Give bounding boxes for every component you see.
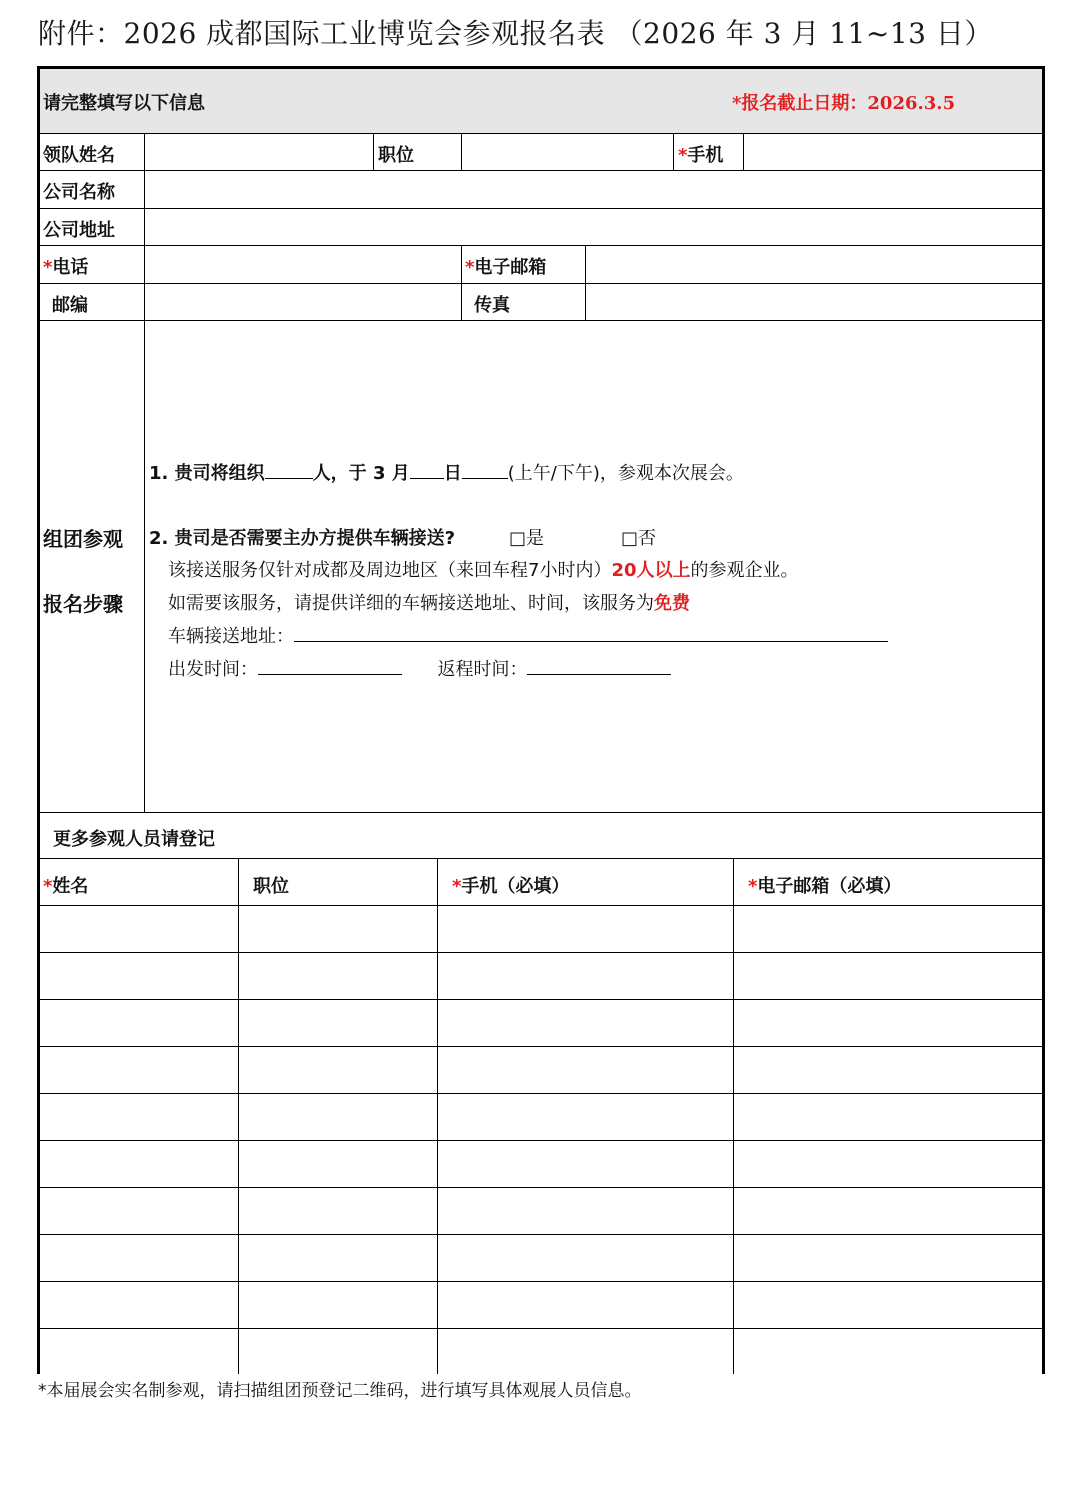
attendee-cell[interactable] bbox=[734, 1047, 1041, 1092]
fax-field[interactable] bbox=[587, 285, 1040, 319]
checkbox-no[interactable]: □否 bbox=[621, 528, 657, 549]
leader-name-field[interactable] bbox=[145, 135, 371, 169]
headcount-blank[interactable] bbox=[265, 460, 313, 479]
attendee-cell[interactable] bbox=[41, 953, 237, 998]
attendee-cell[interactable] bbox=[239, 1235, 436, 1280]
instruction-text: 请完整填写以下信息 bbox=[43, 93, 205, 114]
col-mobile-header: *手机（必填） bbox=[452, 876, 570, 897]
return-time-blank[interactable] bbox=[527, 656, 671, 675]
leader-position-field[interactable] bbox=[463, 135, 671, 169]
attendee-cell[interactable] bbox=[734, 1188, 1041, 1233]
attendee-cell[interactable] bbox=[239, 953, 436, 998]
attendee-cell[interactable] bbox=[438, 906, 732, 951]
col-email-header: *电子邮箱（必填） bbox=[748, 876, 902, 897]
attendee-cell[interactable] bbox=[438, 1329, 732, 1374]
leader-position-label: 职位 bbox=[378, 145, 414, 166]
attendee-cell[interactable] bbox=[438, 1282, 732, 1327]
attendee-cell[interactable] bbox=[438, 1188, 732, 1233]
attendee-cell[interactable] bbox=[438, 1000, 732, 1045]
footer-note: *本届展会实名制参观，请扫描组团预登记二维码，进行填写具体观展人员信息。 bbox=[38, 1381, 642, 1401]
attendee-cell[interactable] bbox=[41, 906, 237, 951]
pickup-address-row: 车辆接送地址： bbox=[168, 622, 888, 648]
attendee-cell[interactable] bbox=[438, 1094, 732, 1139]
attendee-cell[interactable] bbox=[734, 906, 1041, 951]
group-label-line2: 报名步骤 bbox=[43, 592, 123, 616]
ampm-blank[interactable] bbox=[462, 460, 508, 479]
page-title: 附件：2026 成都国际工业博览会参观报名表 （2026 年 3 月 11~13 日） bbox=[38, 17, 993, 50]
attendee-cell[interactable] bbox=[734, 1141, 1041, 1186]
zip-label: 邮编 bbox=[52, 295, 88, 316]
attendee-cell[interactable] bbox=[438, 953, 732, 998]
leader-mobile-field[interactable] bbox=[745, 135, 1040, 169]
email-field[interactable] bbox=[587, 247, 1040, 281]
attendee-cell[interactable] bbox=[41, 1000, 237, 1045]
shuttle-note-1: 该接送服务仅针对成都及周边地区（来回车程7小时内）20人以上的参观企业。 bbox=[168, 560, 799, 581]
company-name-field[interactable] bbox=[145, 172, 1040, 206]
attendee-cell[interactable] bbox=[734, 1000, 1041, 1045]
group-label-line1: 组团参观 bbox=[43, 527, 123, 551]
col-position-header: 职位 bbox=[253, 876, 289, 897]
attendee-cell[interactable] bbox=[41, 1141, 237, 1186]
leader-name-label: 领队姓名 bbox=[43, 145, 115, 166]
leader-mobile-label: *手机 bbox=[678, 145, 724, 166]
attendee-cell[interactable] bbox=[239, 1047, 436, 1092]
zip-field[interactable] bbox=[145, 285, 459, 319]
attendee-cell[interactable] bbox=[41, 1282, 237, 1327]
shuttle-note-2: 如需要该服务，请提供详细的车辆接送地址、时间，该服务为免费 bbox=[168, 593, 690, 614]
attendee-cell[interactable] bbox=[41, 1188, 237, 1233]
company-address-field[interactable] bbox=[145, 210, 1040, 244]
time-row: 出发时间： 返程时间： bbox=[168, 655, 671, 681]
attendee-cell[interactable] bbox=[239, 1094, 436, 1139]
company-address-label: 公司地址 bbox=[43, 220, 115, 241]
checkbox-yes[interactable]: □是 bbox=[509, 528, 545, 549]
email-label: *电子邮箱 bbox=[465, 257, 547, 278]
attendee-cell[interactable] bbox=[438, 1141, 732, 1186]
col-name-header: *姓名 bbox=[43, 876, 89, 897]
attendee-cell[interactable] bbox=[734, 1235, 1041, 1280]
required-mark: * bbox=[678, 145, 688, 166]
more-attendees-title: 更多参观人员请登记 bbox=[53, 829, 215, 850]
attendee-cell[interactable] bbox=[734, 953, 1041, 998]
group-question-1: 1. 贵司将组织 人，于 3 月 日 (上午/下午)，参观本次展会。 bbox=[149, 459, 744, 485]
pickup-address-blank[interactable] bbox=[294, 623, 888, 642]
registration-form bbox=[37, 66, 1045, 1374]
attendee-cell[interactable] bbox=[438, 1235, 732, 1280]
phone-field[interactable] bbox=[145, 247, 459, 281]
attendee-cell[interactable] bbox=[239, 1000, 436, 1045]
attendee-cell[interactable] bbox=[734, 1094, 1041, 1139]
company-name-label: 公司名称 bbox=[43, 182, 115, 203]
group-question-2: 2. 贵司是否需要主办方提供车辆接送? bbox=[149, 528, 456, 549]
attendee-cell[interactable] bbox=[239, 1141, 436, 1186]
attendee-cell[interactable] bbox=[239, 1188, 436, 1233]
attendee-cell[interactable] bbox=[239, 1329, 436, 1374]
phone-label: *电话 bbox=[43, 257, 89, 278]
attendee-cell[interactable] bbox=[41, 1047, 237, 1092]
fax-label: 传真 bbox=[474, 295, 510, 316]
attendee-cell[interactable] bbox=[41, 1329, 237, 1374]
attendee-cell[interactable] bbox=[734, 1282, 1041, 1327]
deadline-text: *报名截止日期：2026.3.5 bbox=[732, 93, 956, 114]
attendee-cell[interactable] bbox=[239, 1282, 436, 1327]
attendee-cell[interactable] bbox=[438, 1047, 732, 1092]
attendee-cell[interactable] bbox=[239, 906, 436, 951]
attendee-cell[interactable] bbox=[41, 1094, 237, 1139]
attendee-cell[interactable] bbox=[734, 1329, 1041, 1374]
day-blank[interactable] bbox=[410, 460, 444, 479]
attendee-cell[interactable] bbox=[41, 1235, 237, 1280]
depart-time-blank[interactable] bbox=[258, 656, 402, 675]
